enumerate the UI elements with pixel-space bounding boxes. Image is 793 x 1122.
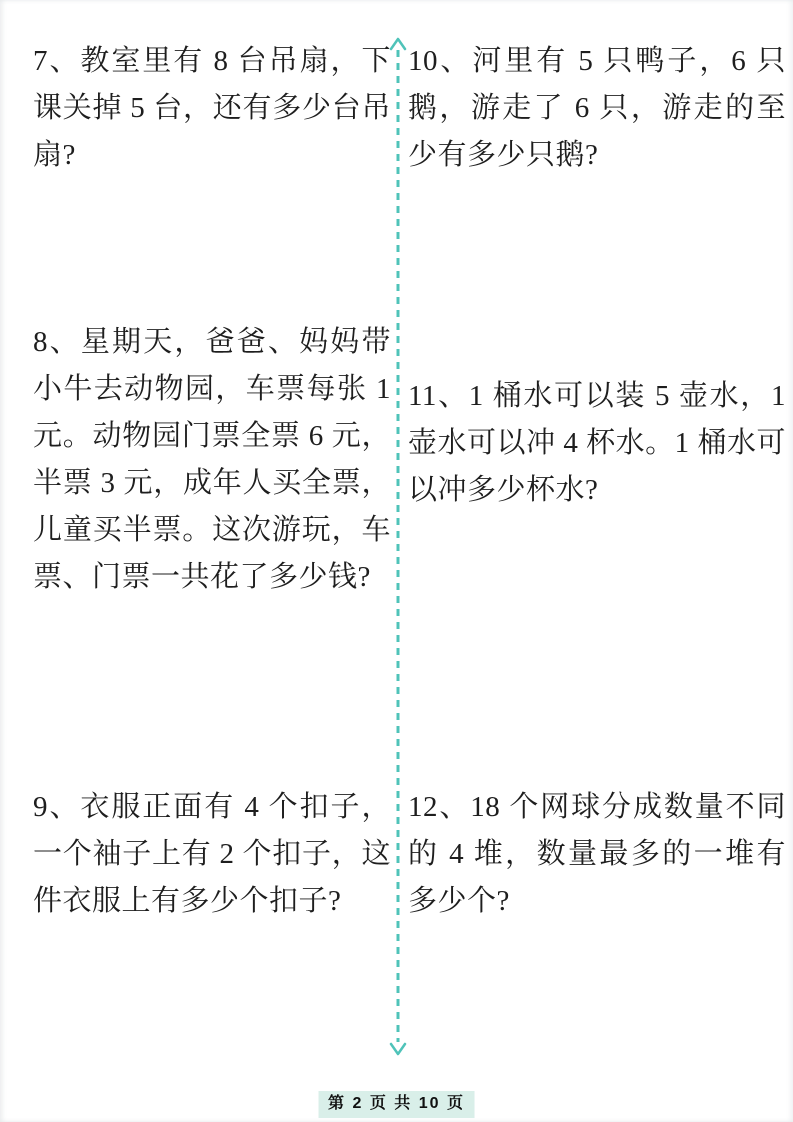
page-number-badge: 第 2 页 共 10 页 — [318, 1091, 475, 1118]
problem-10: 10、河里有 5 只鸭子，6 只鹅，游走了 6 只，游走的至少有多少只鹅? — [408, 45, 786, 171]
column-divider — [389, 36, 407, 1058]
arrow-down-icon — [391, 1044, 405, 1054]
arrow-up-icon — [391, 39, 405, 49]
problem-12: 12、18 个网球分成数量不同的 4 堆，数量最多的一堆有多少个? — [408, 791, 786, 917]
problem-9: 9、衣服正面有 4 个扣子，一个袖子上有 2 个扣子，这件衣服上有多少个扣子? — [33, 791, 391, 917]
problem-11: 11、1 桶水可以装 5 壶水，1 壶水可以冲 4 杯水。1 桶水可以冲多少杯水? — [408, 380, 786, 506]
problem-8: 8、星期天，爸爸、妈妈带小牛去动物园，车票每张 1 元。动物园门票全票 6 元，半票 3 元，成年人买全票，儿童买半票。这次游玩，车票、门票一共花了多少钱? — [33, 326, 391, 593]
problem-7: 7、教室里有 8 台吊扇，下课关掉 5 台，还有多少台吊扇? — [33, 45, 391, 171]
